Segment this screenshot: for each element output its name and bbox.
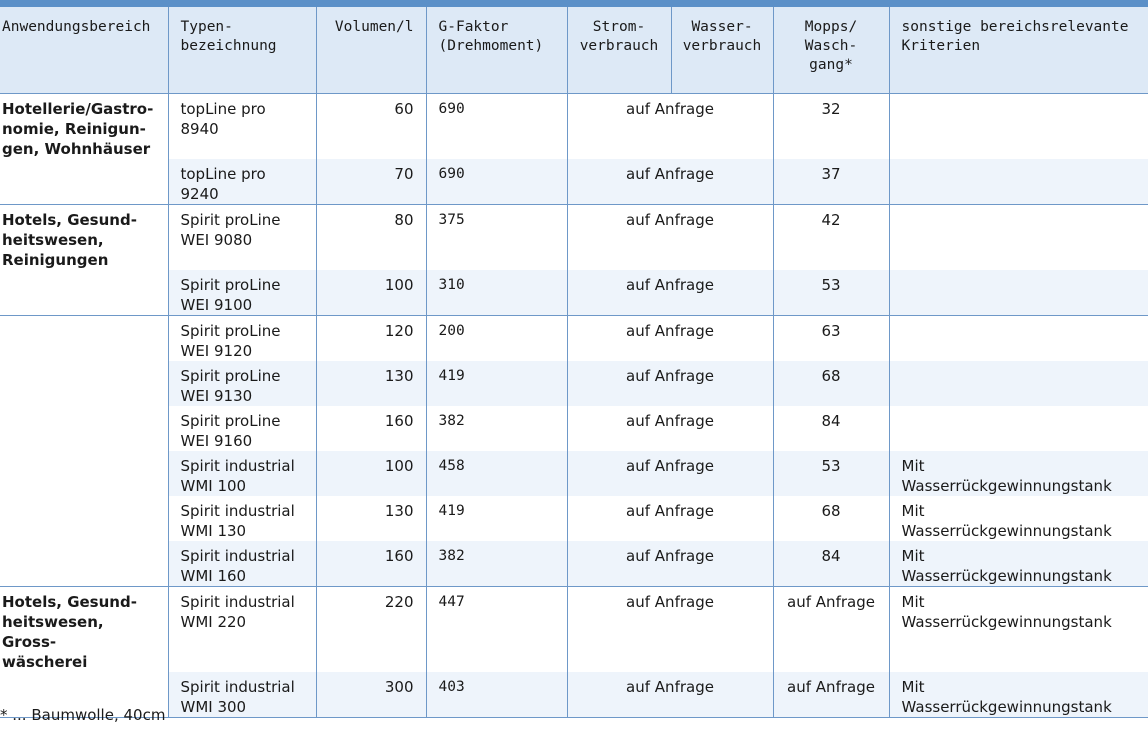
table-row — [0, 451, 1148, 496]
cell-verbrauch: auf Anfrage — [567, 451, 773, 496]
cell-anwendungsbereich — [0, 316, 168, 362]
cell-anwendungsbereich — [0, 159, 168, 205]
cell-sonstige-kriterien — [889, 406, 1148, 451]
cell-typenbezeichnung: Spirit proLine WEI 9120 — [168, 316, 316, 362]
cell-sonstige-kriterien — [889, 205, 1148, 271]
table-row — [0, 270, 1148, 316]
table-row — [0, 205, 1148, 271]
cell-g-faktor: 419 — [426, 361, 567, 406]
product-table — [0, 7, 1148, 718]
cell-g-faktor: 403 — [426, 672, 567, 718]
cell-anwendungsbereich — [0, 541, 168, 587]
cell-typenbezeichnung: topLine pro 9240 — [168, 159, 316, 205]
cell-sonstige-kriterien — [889, 159, 1148, 205]
table-header — [0, 7, 1148, 94]
cell-mopps: auf Anfrage — [773, 587, 889, 673]
cell-mopps: 37 — [773, 159, 889, 205]
cell-g-faktor: 458 — [426, 451, 567, 496]
footnote: * ... Baumwolle, 40cm — [0, 706, 166, 724]
table-row — [0, 316, 1148, 362]
cell-mopps: 68 — [773, 361, 889, 406]
cell-volumen: 80 — [316, 205, 426, 271]
cell-verbrauch: auf Anfrage — [567, 94, 773, 160]
cell-mopps: 42 — [773, 205, 889, 271]
table-row — [0, 672, 1148, 718]
cell-sonstige-kriterien — [889, 361, 1148, 406]
cell-mopps: 53 — [773, 270, 889, 316]
cell-g-faktor: 200 — [426, 316, 567, 362]
cell-anwendungsbereich: Hotels, Gesund- heitswesen, Gross- wäscherei — [0, 587, 168, 673]
cell-volumen: 120 — [316, 316, 426, 362]
cell-volumen: 300 — [316, 672, 426, 718]
cell-mopps: 53 — [773, 451, 889, 496]
cell-anwendungsbereich — [0, 270, 168, 316]
cell-mopps: auf Anfrage — [773, 672, 889, 718]
cell-volumen: 220 — [316, 587, 426, 673]
cell-verbrauch: auf Anfrage — [567, 205, 773, 271]
table-row — [0, 496, 1148, 541]
cell-typenbezeichnung: Spirit industrial WMI 160 — [168, 541, 316, 587]
cell-g-faktor: 382 — [426, 406, 567, 451]
header-typenbezeichnung: Typen- bezeichnung — [168, 7, 316, 94]
cell-typenbezeichnung: Spirit industrial WMI 130 — [168, 496, 316, 541]
cell-typenbezeichnung: topLine pro 8940 — [168, 94, 316, 160]
header-stromverbrauch: Strom- verbrauch — [567, 7, 671, 94]
cell-mopps: 32 — [773, 94, 889, 160]
cell-sonstige-kriterien: Mit Wasserrückgewinnungstank — [889, 496, 1148, 541]
cell-mopps: 84 — [773, 541, 889, 587]
cell-volumen: 130 — [316, 361, 426, 406]
table-row — [0, 159, 1148, 205]
cell-typenbezeichnung: Spirit industrial WMI 100 — [168, 451, 316, 496]
table-row — [0, 94, 1148, 160]
header-anwendungsbereich: Anwendungsbereich — [0, 7, 168, 94]
cell-typenbezeichnung: Spirit proLine WEI 9130 — [168, 361, 316, 406]
cell-anwendungsbereich — [0, 451, 168, 496]
cell-sonstige-kriterien — [889, 270, 1148, 316]
cell-g-faktor: 419 — [426, 496, 567, 541]
cell-typenbezeichnung: Spirit industrial WMI 220 — [168, 587, 316, 673]
table-row — [0, 406, 1148, 451]
cell-anwendungsbereich: Hotels, Gesund- heitswesen, Reinigungen — [0, 205, 168, 271]
cell-verbrauch: auf Anfrage — [567, 496, 773, 541]
header-g-faktor: G-Faktor (Drehmoment) — [426, 7, 567, 94]
cell-verbrauch: auf Anfrage — [567, 270, 773, 316]
table-body — [0, 94, 1148, 718]
cell-g-faktor: 310 — [426, 270, 567, 316]
cell-anwendungsbereich — [0, 361, 168, 406]
header-mopps: Mopps/ Wasch- gang* — [773, 7, 889, 94]
cell-volumen: 70 — [316, 159, 426, 205]
cell-typenbezeichnung: Spirit proLine WEI 9080 — [168, 205, 316, 271]
cell-sonstige-kriterien: Mit Wasserrückgewinnungstank — [889, 672, 1148, 718]
cell-g-faktor: 447 — [426, 587, 567, 673]
top-accent-bar — [0, 0, 1148, 7]
header-volumen: Volumen/l — [316, 7, 426, 94]
cell-volumen: 100 — [316, 451, 426, 496]
cell-verbrauch: auf Anfrage — [567, 316, 773, 362]
cell-typenbezeichnung: Spirit proLine WEI 9100 — [168, 270, 316, 316]
header-wasserverbrauch: Wasser- verbrauch — [671, 7, 773, 94]
cell-volumen: 100 — [316, 270, 426, 316]
cell-volumen: 160 — [316, 541, 426, 587]
cell-sonstige-kriterien — [889, 94, 1148, 160]
cell-anwendungsbereich: Hotellerie/Gastro- nomie, Reinigun- gen, Wohnhäuser — [0, 94, 168, 160]
cell-verbrauch: auf Anfrage — [567, 541, 773, 587]
cell-anwendungsbereich — [0, 406, 168, 451]
cell-verbrauch: auf Anfrage — [567, 672, 773, 718]
table-row — [0, 361, 1148, 406]
table-row — [0, 587, 1148, 673]
cell-sonstige-kriterien: Mit Wasserrückgewinnungstank — [889, 451, 1148, 496]
cell-mopps: 63 — [773, 316, 889, 362]
header-sonstige-kriterien: sonstige bereichsrelevante Kriterien — [889, 7, 1148, 94]
cell-verbrauch: auf Anfrage — [567, 361, 773, 406]
table-row — [0, 541, 1148, 587]
cell-sonstige-kriterien: Mit Wasserrückgewinnungstank — [889, 587, 1148, 673]
cell-verbrauch: auf Anfrage — [567, 587, 773, 673]
cell-g-faktor: 690 — [426, 94, 567, 160]
cell-volumen: 60 — [316, 94, 426, 160]
cell-g-faktor: 382 — [426, 541, 567, 587]
cell-anwendungsbereich — [0, 496, 168, 541]
cell-volumen: 130 — [316, 496, 426, 541]
cell-g-faktor: 690 — [426, 159, 567, 205]
cell-verbrauch: auf Anfrage — [567, 159, 773, 205]
cell-mopps: 68 — [773, 496, 889, 541]
cell-volumen: 160 — [316, 406, 426, 451]
cell-sonstige-kriterien: Mit Wasserrückgewinnungstank — [889, 541, 1148, 587]
cell-g-faktor: 375 — [426, 205, 567, 271]
cell-sonstige-kriterien — [889, 316, 1148, 362]
cell-verbrauch: auf Anfrage — [567, 406, 773, 451]
cell-typenbezeichnung: Spirit industrial WMI 300 — [168, 672, 316, 718]
cell-mopps: 84 — [773, 406, 889, 451]
cell-typenbezeichnung: Spirit proLine WEI 9160 — [168, 406, 316, 451]
